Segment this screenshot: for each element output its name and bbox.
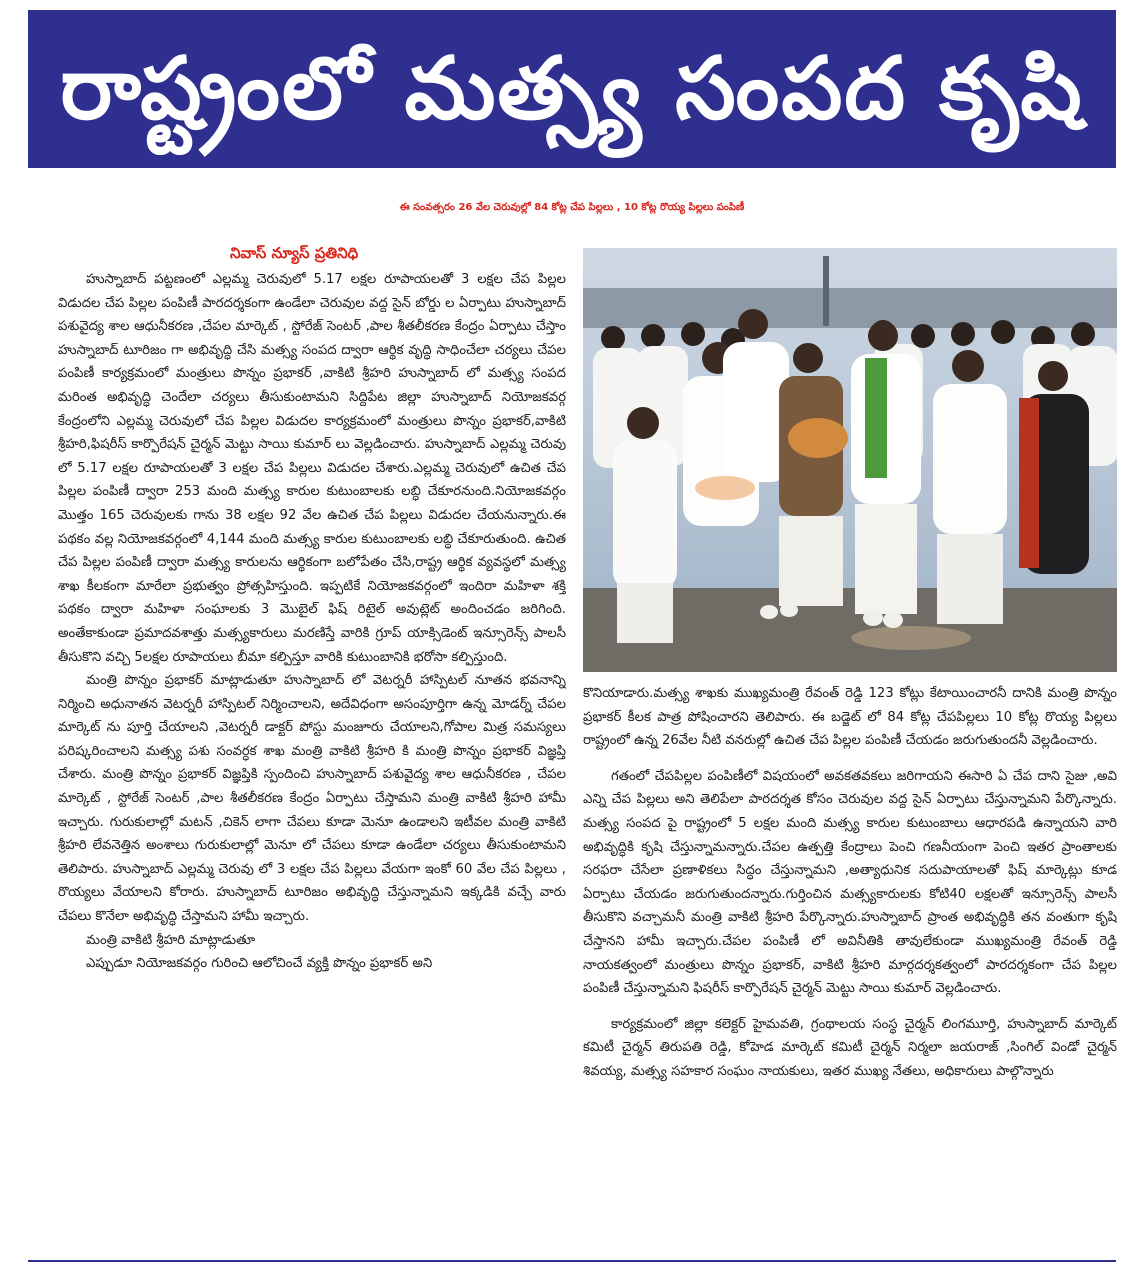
article-paragraph: కొనియాడారు.మత్స్య శాఖకు ముఖ్యమంత్రి రేవంత్ రెడ్డి 123 కోట్లు కేటాయించారనీ దానికి మంత్రి పొన్నం ప్రభాకర్ కీలక పాత్ర పోషించారని తెలిపారు. ఈ బడ్జెట్ లో 84 కోట్ల చేపపిల్లలు 10 కోట్ల రొయ్య పిల్లలు రాష్ట్రంలో ఉన్న 26వేల నీటి వనరుల్లో ఉచిత చేప పిల్లల పంపిణీ చేయడం జరుగుతుందనీ వెల్లడించారు.: [583, 686, 1117, 749]
headline-banner: [28, 10, 1116, 168]
headline: రాష్ట్రంలో మత్స్య సంపద కృషి: [60, 39, 1084, 139]
bottom-divider: [28, 1260, 1116, 1262]
left-column: [58, 268, 566, 1260]
article-paragraph: మంత్రి వాకిటి శ్రీహరి మాట్లాడుతూ: [86, 932, 256, 948]
article-paragraph: మంత్రి పొన్నం ప్రభాకర్ మాట్లాడుతూ హుస్నాబాద్ లో వెటర్నరీ హాస్పిటల్ నూతన భవనాన్ని నిర్మించి అధునాతన వెటర్నరీ హాస్పిటల్ నిర్మించాలని, అదేవిధంగా అసంపూర్తిగా ఉన్న మోడర్న్ చేపల మార్కెట్ ను పూర్తి చేయాలని ,వెటర్నరీ డాక్టర్ పోస్టు మంజూరు చేయాలని,గోపాల మిత్ర సమస్యలు పరిష్కరించాలని మత్స్య పశు సంవర్ధక శాఖ మంత్రి వాకిటి శ్రీహరి కి మంత్రి పొన్నం ప్రభాకర్ విజ్ఞప్తి చేశారు. మంత్రి పొన్నం ప్రభాకర్ విజ్ఞప్తికి స్పందించి హుస్నాబాద్ పశువైద్య శాల ఆధునీకరణ , చేపల మార్కెట్ , స్టోరేజ్ సెంటర్ ,పాల శీతలీకరణ కేంద్రం ఏర్పాటు చేస్తామని మంత్రి వాకిటి శ్రీహరి హామీ ఇచ్చారు. గురుకులాల్లో మటన్ ,చికెన్ లాగా చేపలు కూడా మెనూ ఉండాలని ఇటీవల మంత్రి వాకిటి శ్రీహరి లేవనెత్తిన అంశాలు గురుకులాల్లో మెనూ లో చేపలు కూడా ఉండేలా చర్యలు తీసుకుంటామని తెలిపారు. హుస్నాబాద్ ఎల్లమ్మ చెరువు లో 3 లక్షల చేప పిల్లలు వేయగా ఇంకో 60 వేల చేప పిల్లలు , రొయ్యలు వేయాలని కోరారు. హుస్నాబాద్ టూరిజం అభివృద్ధి చేస్తున్నామని ఇక్కడికి వచ్చే వారు చేపలు కొనేలా అభివృద్ధి చేస్తామని హామీ ఇచ్చారు.: [58, 673, 566, 925]
byline: నివాస్ న్యూస్ ప్రతినిధి: [230, 244, 359, 262]
right-column: [583, 682, 1117, 1260]
article-paragraph: కార్యక్రమంలో జిల్లా కలెక్టర్ హైమవతి, గ్రంథాలయ సంస్థ చైర్మన్ లింగమూర్తి, హుస్నాబాద్ మార్కెట్ కమిటీ చైర్మన్ తిరుపతి రెడ్డి, కోహెడ మార్కెట్ కమిటీ చైర్మన్ నిర్మలా జయరాజ్ ,సింగిల్ విండో చైర్మన్ శివయ్య, మత్స్య సహకార సంఘం నాయకులు, ఇతర ముఖ్య నేతలు, అధికారులు పాల్గొన్నారు: [583, 1016, 1117, 1079]
article-paragraph: ఎప్పుడూ నియోజకవర్గం గురించి ఆలోచించే వ్యక్తి పొన్నం ప్రభాకర్ అని: [86, 956, 433, 972]
subheadline: ఈ సంవత్సరం 26 వేల చెరువుల్లో 84 కోట్ల చేప పిల్లలు , 10 కోట్ల రొయ్య పిల్లలు పంపిణీ: [399, 202, 745, 213]
news-photo: [583, 248, 1117, 672]
article-paragraph: హుస్నాబాద్ పట్టణంలో ఎల్లమ్మ చెరువులో 5.17 లక్షల రూపాయలతో 3 లక్షల చేప పిల్లల విడుదల చేప పిల్లల పంపిణీ పారదర్శకంగా ఉండేలా చెరువుల వద్ద సైన్ బోర్డు ల ఏర్పాటు హుస్నాబాద్ పశువైద్య శాల ఆధునీకరణ ,చేపల మార్కెట్ , స్టోరేజ్ సెంటర్ ,పాల శీతలీకరణ కేంద్రం ఏర్పాటు చేస్తాం హుస్నాబాద్ టూరిజం గా అభివృద్ధి చేసి మత్స్య సంపద ద్వారా ఆర్థిక వృద్ధి సాధించేలా చర్యలు చేపల పంపిణీ కార్యక్రమంలో మంత్రులు పొన్నం ప్రభాకర్ ,వాకిటి శ్రీహరి హుస్నాబాద్ లో మత్స్య సంపద మరింత అభివృద్ధి చెందేలా చర్యలు తీసుకుంటామని సిద్దిపేట జిల్లా హుస్నాబాద్ నియోజకవర్గ కేంద్రంలోని ఎల్లమ్మ చెరువులో చేప పిల్లల విడుదల కార్యక్రమంలో మంత్రులు పొన్నం ప్రభాకర్,వాకిటి శ్రీహరి,ఫిషరీస్ కార్పొరేషన్ చైర్మన్ మెట్టు సాయి కుమార్ లు వెల్లడించారు. హుస్నాబాద్ ఎల్లమ్మ చెరువు లో 5.17 లక్షల రూపాయలతో 3 లక్షల చేప పిల్లలు విడుదల చేశారు.ఎల్లమ్మ చెరువులో ఉచిత చేప పిల్లల పంపిణీ ద్వారా 253 మంది మత్స్య కారుల కుటుంబాలకు లబ్ధి చేకూరనుంది.నియోజకవర్గం మొత్తం 165 చెరువులకు గాను 38 లక్షల 92 వేల ఉచిత చేప పిల్లలు విడుదల చేయనున్నారు.ఈ పథకం వల్ల నియోజకవర్గంలో 4,144 మంది మత్స్య కారుల కుటుంబాలకు లబ్ధి చేకూరుతుంది. ఉచిత చేప పిల్లల పంపిణీ ద్వారా మత్స్య కారులను ఆర్థికంగా బలోపేతం చేసి,రాష్ట్ర ఆర్థిక వ్యవస్థలో మత్స్య శాఖ కీలకంగా మారేలా ప్రభుత్వం ప్రోత్సహిస్తుంది. ఇప్పటికే నియోజకవర్గంలో ఇందిరా మహిళా శక్తి పథకం ద్వారా మహిళా సంఘాలకు 3 మొబైల్ ఫిష్ రిటైల్ అవుట్లెట్ అందించడం జరిగింది. అంతేకాకుండా ప్రమాదవశాత్తు మత్స్యకారులు మరణిస్తే వారికి గ్రూప్ యాక్సిడెంట్ ఇన్సూరెన్స్ పాలసీ తీసుకొని వచ్చి 5లక్షల రూపాయలు బీమా కల్పిస్తూ వారికి కుటుంబానికి భరోసా కల్పిస్తుంది.: [58, 272, 566, 665]
article-paragraph: గతంలో చేపపిల్లల పంపిణీలో విషయంలో అవకతవకలు జరిగాయని ఈసారి ఏ చేప దాని సైజు ,అవి ఎన్ని చేప పిల్లలు అని తెలిపేలా పారదర్శత కోసం చెరువుల వద్ద సైన్ ఏర్పాటు చేస్తున్నామని పేర్కొన్నారు. మత్స్య సంపద పై రాష్ట్రంలో 5 లక్షల మంది మత్స్య కారుల కుటుంబాలు ఆధారపడి ఉన్నాయని వారి అభివృద్ధికి కృషి చేస్తున్నామన్నారు.చేపల ఉత్పత్తి కేంద్రాలు పెంచి గణనీయంగా పెంచి ఇతర ప్రాంతాలకు సరఫరా చేసేలా ప్రణాళికలు సిద్ధం చేస్తున్నామని ,అత్యాధునిక సదుపాయాలతో ఫిష్ మార్కెట్లు కూడ ఏర్పాటు చేయడం జరుగుతుందన్నారు.గుర్తించిన మత్స్యకారులకు కోటి40 లక్షలతో ఇన్సూరెన్స్ పాలసీ తీసుకొని వచ్చామనీ మంత్రి వాకిటి శ్రీహరి పేర్కొన్నారు.హుస్నాబాద్ ప్రాంత అభివృద్ధికి తన వంతుగా కృషి చేస్తానని హామీ ఇచ్చారు.చేపల పంపిణీ లో అవినీతికి తావులేకుండా ముఖ్యమంత్రి రేవంత్ రెడ్డి నాయకత్వంలో మంత్రులు పొన్నం ప్రభాకర్, వాకిటి శ్రీహరి మార్గదర్శకత్వంలో పారదర్శకంగా చేప పిల్లల పంపిణీ చేస్తున్నామని ఫిషరీస్ కార్పొరేషన్ చైర్మన్ మెట్టు సాయి కుమార్ వెల్లడించారు.: [583, 768, 1117, 997]
